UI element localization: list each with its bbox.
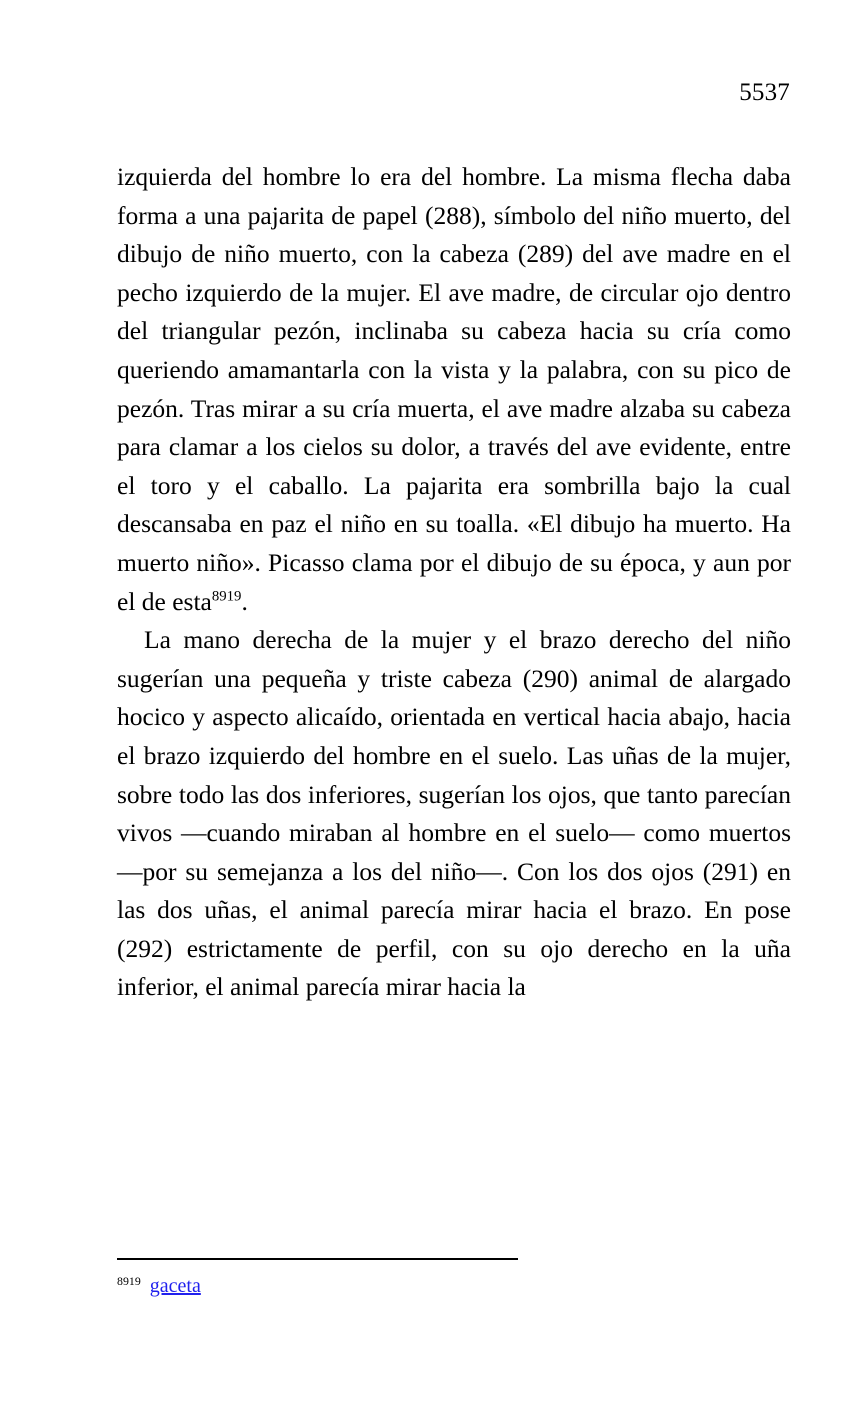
paragraph-1-tail: . bbox=[241, 586, 248, 616]
text-column bbox=[117, 158, 791, 1007]
paragraph-2-text: La mano derecha de la mujer y el brazo derecho del niño sugerían una pequeña y triste cabeza (290) animal de alargado hocico y aspecto alicaído, orientada en vertical hacia abajo, hacia el brazo izquierdo del hombre en el suelo. Las uñas de la mujer, sobre todo las dos inferiores, sugerían los ojos, que tanto parecían vivos —cuando miraban al hombre en el suelo— como muertos —por su semejanza a los del niño—. Con los dos ojos (291) en las dos uñas, el animal parecía mirar hacia el brazo. En pose (292) estrictamente de perfil, con su ojo derecho en la uña inferior, el animal parecía mirar hacia la bbox=[117, 625, 791, 1002]
footnote-separator-rule bbox=[117, 1258, 518, 1260]
footnote-entry bbox=[117, 1274, 791, 1298]
footnote-area bbox=[117, 1258, 791, 1298]
paragraph-1 bbox=[117, 158, 791, 621]
footnote-link-gaceta[interactable]: gaceta bbox=[149, 1275, 201, 1297]
footnote-marker: 8919 bbox=[117, 1274, 141, 1288]
paragraph-1-text: izquierda del hombre lo era del hombre. La misma flecha daba forma a una pajarita de papel (288), símbolo del niño muerto, del dibujo de niño muerto, con la cabeza (289) del ave madre en el pecho izquierdo de la mujer. El ave madre, de circular ojo dentro del triangular pezón, inclinaba su cabeza hacia su cría como queriendo amamantarla con la vista y la palabra, con su pico de pezón. Tras mirar a su cría muerta, el ave madre alzaba su cabeza para clamar a los cielos su dolor, a través del ave evidente, entre el toro y el caballo. La pajarita era sombrilla bajo la cual descansaba en paz el niño en su toalla. «El dibujo ha muerto. Ha muerto niño». Picasso clama por el dibujo de su época, y aun por el de esta bbox=[117, 162, 791, 616]
paragraph-2 bbox=[117, 621, 791, 1007]
page-number: 5537 bbox=[739, 79, 790, 106]
footnote-reference-8919[interactable]: 8919 bbox=[211, 588, 242, 605]
